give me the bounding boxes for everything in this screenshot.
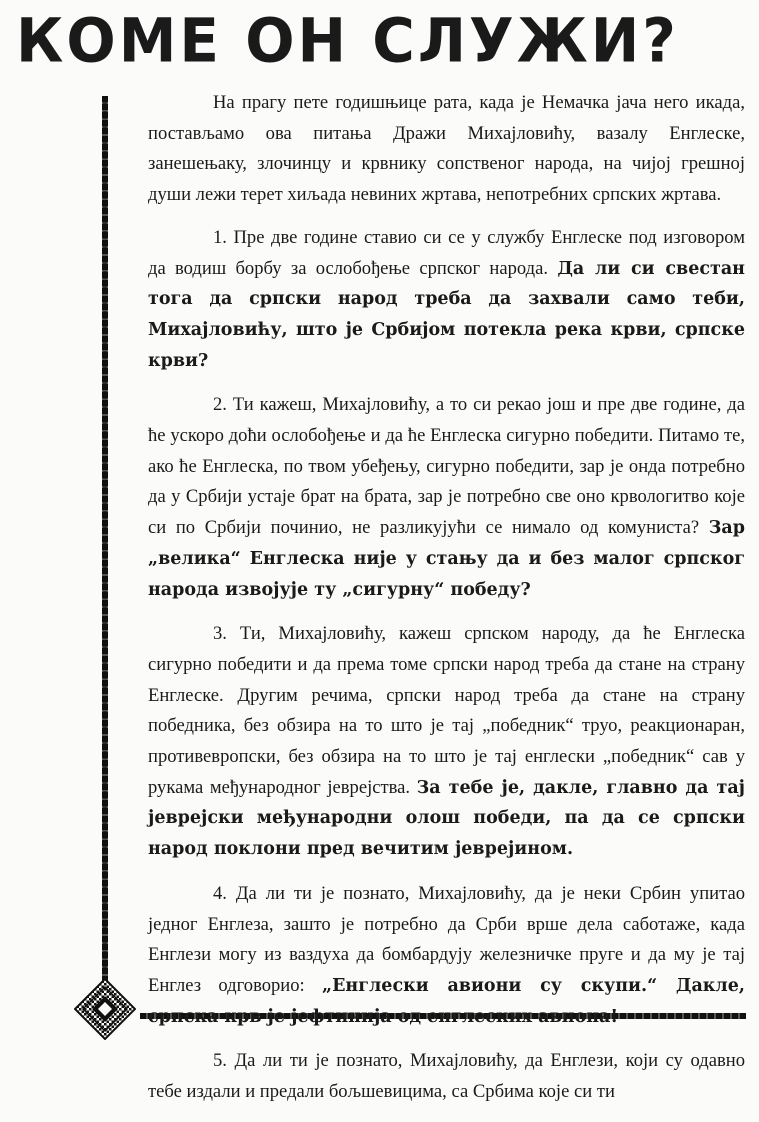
vertical-border-rule xyxy=(102,96,108,981)
paragraph-text: На прагу пете годишњице рата, када је Немачка јача него икада, постављамо ова питања Дражи Михајловићу, вазалу Енглеске, занешењаку, злочинцу и крвнику сопственог народа, на чијој грешној души лежи терет хиљада невиних жртава, непотребних српских жртава. xyxy=(148,92,745,206)
page-title: КОМЕ ОН СЛУЖИ? xyxy=(16,5,679,77)
paragraph-bold-text: Зар „велика“ Енглеска није у стању да и без малог српског народа извојује ту „сигурну“ победу? xyxy=(148,518,745,600)
paragraph-question-4 xyxy=(148,879,745,1033)
diamond-ornament-icon xyxy=(74,978,136,1040)
paragraph-question-1 xyxy=(148,223,745,377)
paragraph-intro xyxy=(148,88,745,211)
paragraph-text: 1. Пре две године ставио си се у службу Енглеске под изговором да водиш борбу за ослобођење српског народа. xyxy=(148,226,745,279)
paragraph-text: 2. Ти кажеш, Михајловићу, а то си рекао још и пре две године, да ће ускоро доћи ослобођење и да ће Енглеска сигурно победити. Питамо те, ако ће Енглеска, по твом убеђењу, сигурно победити, зар је онда потребно да у Србији устаје брат на брата, зар је потребно све оно крвологитво које си по Србији починио, не разликујући се нимало од комуниста? xyxy=(148,394,745,539)
paragraph-question-3 xyxy=(148,619,745,865)
paragraph-question-2 xyxy=(148,390,745,605)
paragraph-text: 3. Ти, Михајловићу, кажеш српском народу, да ће Енглеска сигурно победити и да према томе српски народ треба да стане на страну Енглеске. Другим речима, српски народ треба да стане на страну победника, без обзира на то што је тај „победник“ труо, реакционаран, противевропски, без обзира на то што је тај енглески „победник“ сав у рукама међународног јеврејства. xyxy=(148,623,745,798)
paragraph-question-5 xyxy=(148,1046,745,1107)
paragraph-text: 4. Да ли ти је познато, Михајловићу, да је неки Србин упитао једног Енглеза, зашто је потребно да Срби врше дела саботаже, када Енглези могу из ваздуха да бомбардују железничке пруге и да му је тај Енглез одговорио: xyxy=(148,882,745,996)
paragraph-bold-text: „Енглески авиони су скупи.“ Дакле, српска крв је јефтинија од енглеских авиона! xyxy=(148,975,745,1027)
paragraph-text: 5. Да ли ти је познато, Михајловићу, да Енглези, који су одавно тебе издали и предали бољшевицима, са Србима које си ти xyxy=(148,1050,745,1103)
paragraph-bold-text: Да ли си свестан тога да српски народ треба да захвали само теби, Михајловићу, што је Србијом потекла река крви, српске крви? xyxy=(148,258,745,371)
article-body xyxy=(148,88,745,1122)
paragraph-bold-text: За тебе је, дакле, главно да тај јеврејски међународни олош победи, па да се српски народ поклони пред вечитим јеврејином. xyxy=(148,777,745,860)
